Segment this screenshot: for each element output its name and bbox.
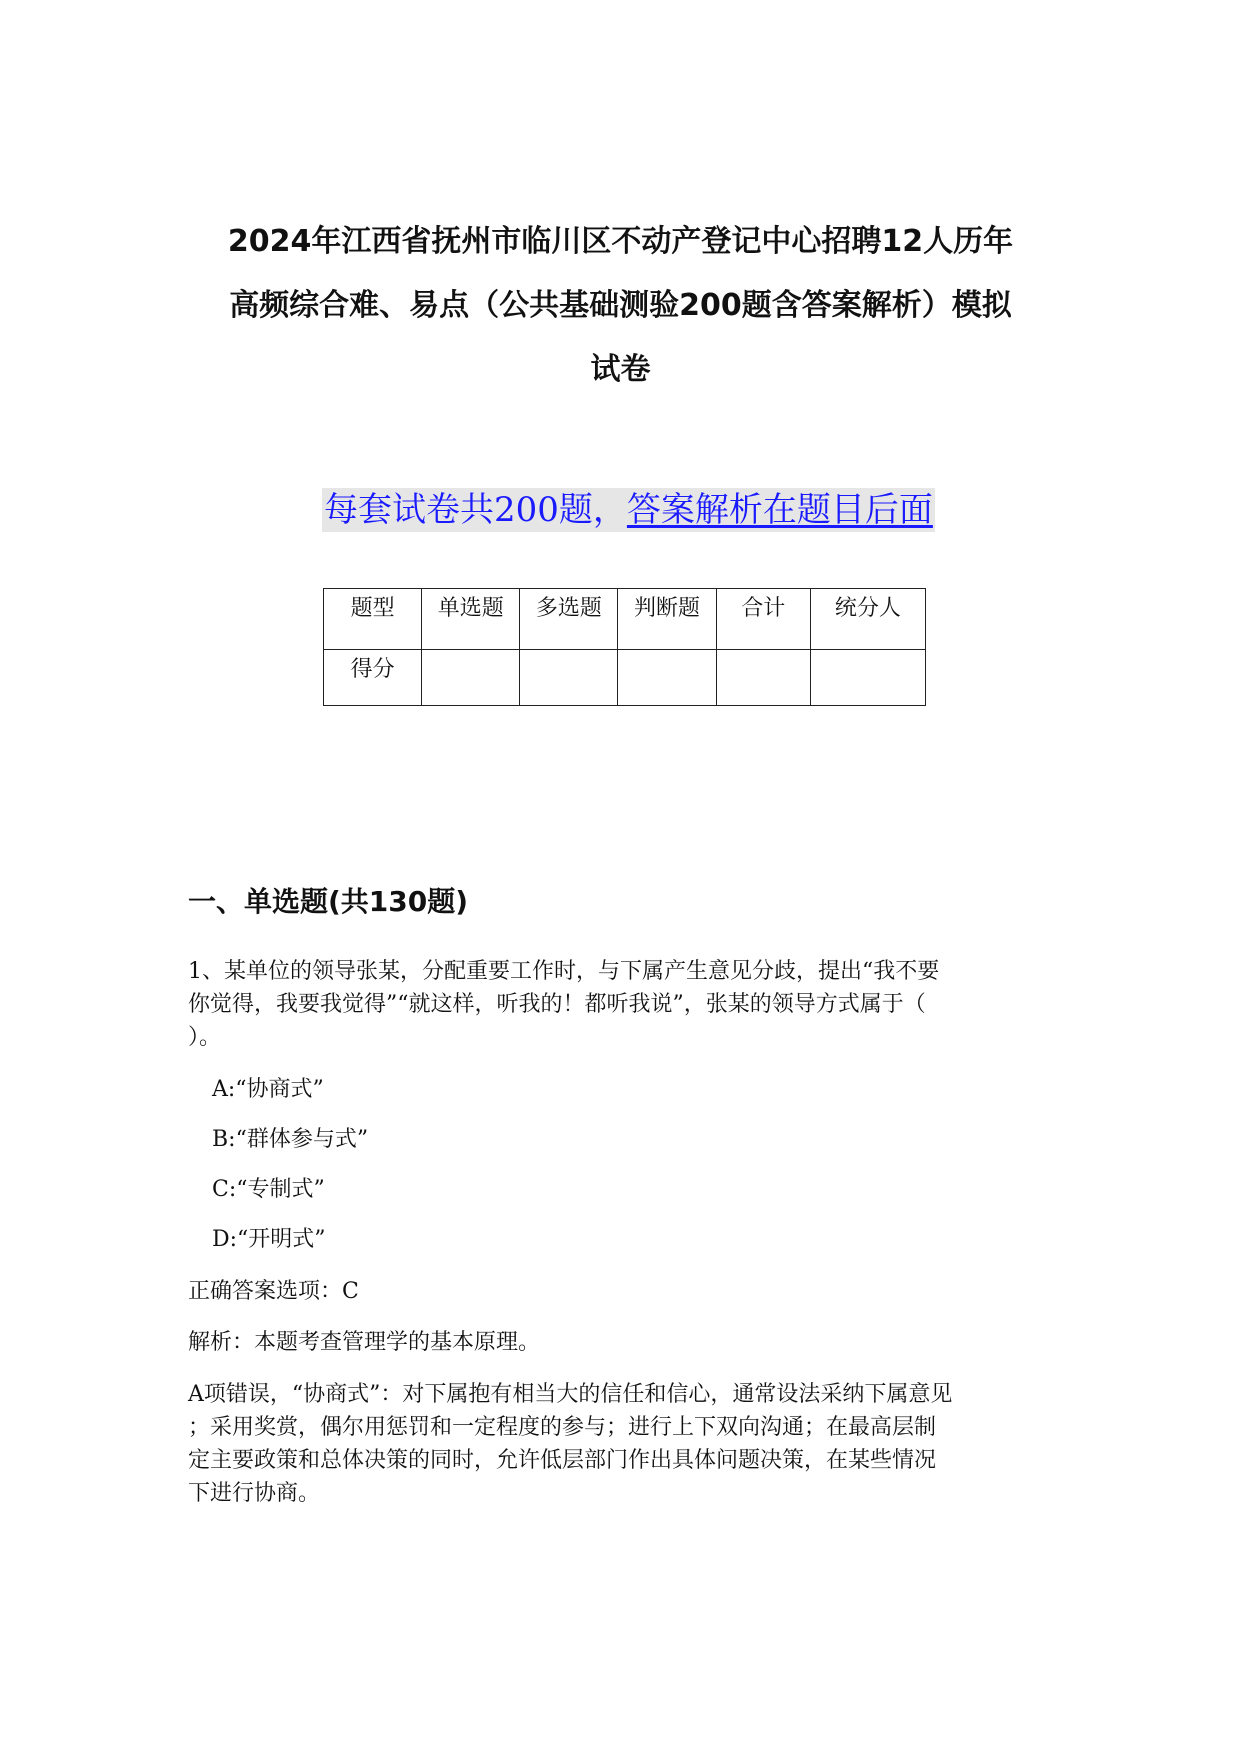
correct-answer: 正确答案选项：C <box>188 1279 359 1304</box>
score-cell <box>810 650 925 706</box>
title-line-1: 2024年江西省抚州市临川区不动产登记中心招聘12人历年 <box>227 224 1014 259</box>
score-cell <box>520 650 618 706</box>
option-a: A:“协商式” <box>212 1077 324 1102</box>
score-table-score-row <box>324 650 926 706</box>
score-cell <box>618 650 716 706</box>
banner-link[interactable]: 答案解析在题目后面 <box>626 490 933 530</box>
question-stem <box>188 955 1048 1054</box>
option-c: C:“专制式” <box>212 1177 325 1202</box>
score-cell <box>716 650 810 706</box>
banner-text: 每套试卷共200题， <box>324 490 627 530</box>
analysis-intro: 解析：本题考查管理学的基本原理。 <box>188 1330 541 1355</box>
score-row-label: 得分 <box>324 650 422 706</box>
score-header-cell: 统分人 <box>810 589 925 650</box>
score-header-cell: 题型 <box>324 589 422 650</box>
score-table-header-row <box>324 589 926 650</box>
question-line: 你觉得，我要我觉得”“就这样，听我的！都听我说”，张某的领导方式属于（ <box>188 992 926 1017</box>
title-line-3: 试卷 <box>590 352 651 387</box>
score-header-cell: 单选题 <box>422 589 520 650</box>
analysis-explanation <box>188 1378 1048 1510</box>
explanation-line: 下进行协商。 <box>188 1481 321 1506</box>
score-table <box>323 588 926 706</box>
score-header-cell: 合计 <box>716 589 810 650</box>
question-line: ）。 <box>188 1025 222 1050</box>
option-b: B:“群体参与式” <box>212 1127 369 1152</box>
title-line-2: 高频综合难、易点（公共基础测验200题含答案解析）模拟 <box>229 288 1012 323</box>
score-header-cell: 多选题 <box>520 589 618 650</box>
exam-notice-banner <box>322 488 935 532</box>
score-header-cell: 判断题 <box>618 589 716 650</box>
explanation-line: 定主要政策和总体决策的同时，允许低层部门作出具体问题决策，在某些情况 <box>188 1448 937 1473</box>
document-title <box>170 210 1071 402</box>
explanation-line: ；采用奖赏，偶尔用惩罚和一定程度的参与；进行上下双向沟通；在最高层制 <box>188 1415 937 1440</box>
question-line: 1、某单位的领导张某，分配重要工作时，与下属产生意见分歧，提出“我不要 <box>188 959 940 984</box>
section-heading: 一、单选题(共130题) <box>188 885 469 918</box>
explanation-line: A项错误，“协商式”：对下属抱有相当大的信任和信心，通常设法采纳下属意见 <box>188 1382 953 1407</box>
score-cell <box>422 650 520 706</box>
option-d: D:“开明式” <box>212 1227 326 1252</box>
